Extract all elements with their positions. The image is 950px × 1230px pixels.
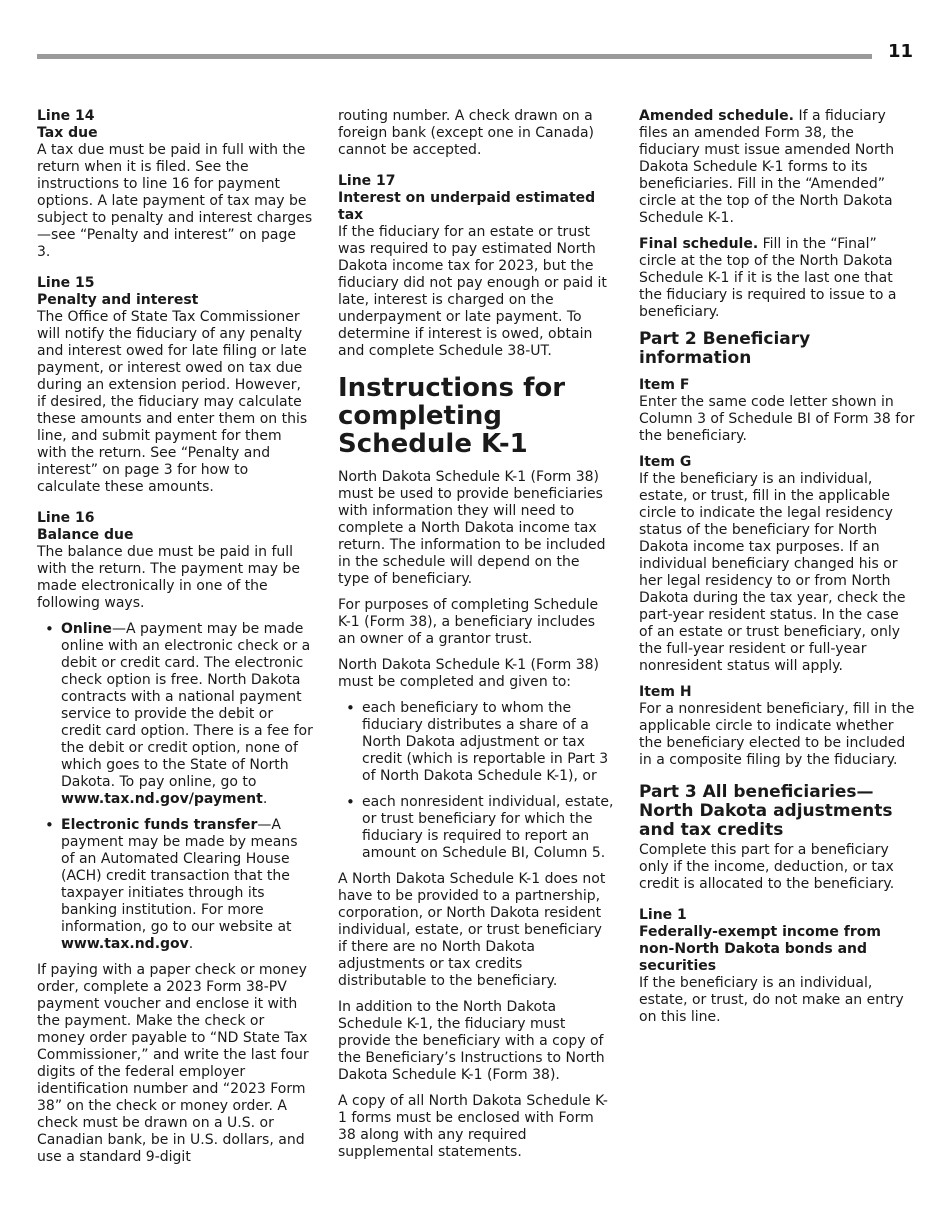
paragraph: A copy of all North Dakota Schedule K-1 forms must be enclosed with Form 38 along with any required supplemental statements. (338, 1093, 608, 1160)
item-g-label: Item G (639, 454, 692, 470)
amended-text: If a fiduciary files an amended Form 38, the fiduciary must issue amended North Dakota Schedule K-1 forms to its beneficiaries. Fill in the “Amended” circle at the top of the North Dakota Schedule K-1. (639, 108, 895, 226)
final-label: Final schedule. (639, 236, 759, 252)
line-15-text: The Office of State Tax Commissioner will notify the fiduciary of any penalty and interest owed for late filing or late payment, or interest owed on tax due during an extension period. However, if desired, the fiduciary may calculate these amounts and enter them on this line, and submit payment for them with the return. See “Penalty and interest” on page 3 for how to calculate these amounts. (37, 309, 308, 495)
line-15-label: Line 15 (37, 275, 95, 291)
paper-check-text: If paying with a paper check or money order, complete a 2023 Form 38-PV payment voucher and enclose it with the payment. Make the check or money order payable to “ND State Tax Commissioner,” and write the last four digits of the federal employer identification number and “2023 Form 38” on the check or money order. A check must be drawn on a U.S. or Canadian bank, be in U.S. dollars, and use a standard 9-digit (37, 962, 309, 1165)
item-h-text: For a nonresident beneficiary, fill in the applicable circle to indicate whether the beneficiary elected to be included in a composite filing by the fiduciary. (639, 701, 915, 768)
header-rule (37, 54, 872, 59)
eft-end: . (188, 936, 194, 952)
line-16-title: Balance due (37, 527, 134, 543)
part-2-heading: Part 2 Beneficiary information (639, 329, 811, 368)
eft-label: Electronic funds transfer (61, 817, 258, 833)
list-item (61, 621, 313, 808)
line-15-title: Penalty and interest (37, 292, 199, 308)
online-text: —A payment may be made online with an electronic check or a debit or credit card. The electronic check option is free. North Dakota contracts with a national payment service to provide the debit or credit card option. There is a fee for the debit or credit option, none of which goes to the State of North Dakota. To pay online, go to (61, 621, 313, 790)
online-end: . (262, 791, 268, 807)
paragraph: A North Dakota Schedule K-1 does not have to be provided to a partnership, corporation, or North Dakota resident individual, estate, or trust beneficiary if there are no North Dakota adjustments or tax credits distributable to the beneficiary. (338, 871, 606, 989)
line-14-section (37, 108, 313, 261)
eft-text: —A payment may be made by means of an Automated Clearing House (ACH) credit transaction that the taxpayer initiates through its banking institution. For more information, go to our website at (61, 817, 298, 935)
list-item: • each nonresident individual, estate, or trust beneficiary for which the fiduciary is required to report an amount on Schedule BI, Column 5. (362, 794, 614, 862)
part-3-text: Complete this part for a beneficiary only if the income, deduction, or tax credit is allocated to the beneficiary. (639, 842, 895, 892)
item-g-text: If the beneficiary is an individual, estate, or trust, fill in the applicable circle to indicate the legal residency status of the beneficiary for North Dakota income tax purposes. If an individual beneficiary changed his or her legal residency to or from North Dakota during the tax year, check the part-year resident status. In the case of an estate or trust beneficiary, only the full-year resident or full-year nonresident status will apply. (639, 471, 906, 674)
paragraph: North Dakota Schedule K-1 (Form 38) must be used to provide beneficiaries with information they will need to complete a North Dakota income tax return. The information to be included in the schedule will depend on the type of beneficiary. (338, 469, 606, 587)
line-1-title: Federally-exempt income from non-North Dakota bonds and securities (639, 924, 881, 974)
paragraph: In addition to the North Dakota Schedule K-1, the fiduciary must provide the beneficiary with a copy of the Beneficiary’s Instructions to North Dakota Schedule K-1 (Form 38). (338, 999, 605, 1083)
item-g-section (639, 454, 915, 675)
payment-link[interactable]: www.tax.nd.gov/payment (61, 791, 263, 807)
item-h-label: Item H (639, 684, 692, 700)
list-item: • each beneficiary to whom the fiduciary distributes a share of a North Dakota adjustment or tax credit (which is reportable in Part 3 of North Dakota Schedule K-1), or (362, 700, 614, 785)
item-h-section (639, 684, 915, 769)
part-3-heading: Part 3 All beneficiaries— North Dakota adjustments and tax credits (639, 782, 893, 840)
amended-schedule-paragraph (639, 108, 915, 227)
website-link[interactable]: www.tax.nd.gov (61, 936, 189, 952)
line-16-section (37, 510, 313, 1166)
line-15-section (37, 275, 313, 496)
line-1-text: If the beneficiary is an individual, estate, or trust, do not make an entry on this line. (639, 975, 904, 1025)
line-16-text: The balance due must be paid in full with the return. The payment may be made electronically in one of the following ways. (37, 544, 301, 611)
line-16-label: Line 16 (37, 510, 95, 526)
line-1-label: Line 1 (639, 907, 687, 923)
line-17-section (338, 173, 614, 360)
column-1 (37, 108, 313, 1175)
line-1-section (639, 907, 915, 1026)
online-label: Online (61, 621, 112, 637)
line-14-title: Tax due (37, 125, 98, 141)
final-text: Fill in the “Final” circle at the top of the North Dakota Schedule K-1 if it is the last one that the fiduciary is required to issue to a beneficiary. (639, 236, 897, 320)
paragraph: North Dakota Schedule K-1 (Form 38) must be completed and given to: (338, 657, 600, 690)
recipients-list (338, 700, 614, 862)
line-17-title: Interest on underpaid estimated tax (338, 190, 596, 223)
column-3 (639, 108, 915, 1026)
continued-text: routing number. A check drawn on a foreign bank (except one in Canada) cannot be accepted. (338, 108, 595, 158)
page-number: 11 (888, 41, 914, 62)
list-item (61, 817, 313, 953)
amended-label: Amended schedule. (639, 108, 794, 124)
line-17-label: Line 17 (338, 173, 396, 189)
section-heading: Instructions for completing Schedule K-1 (338, 373, 566, 459)
column-2 (338, 108, 614, 1170)
item-f-section (639, 377, 915, 445)
item-f-label: Item F (639, 377, 690, 393)
final-schedule-paragraph (639, 236, 915, 321)
line-17-text: If the fiduciary for an estate or trust was required to pay estimated North Dakota income tax for 2023, but the fiduciary did not pay enough or paid it late, interest is charged on the underpayment or late payment. To determine if interest is owed, obtain and complete Schedule 38-UT. (338, 224, 607, 359)
line-14-label: Line 14 (37, 108, 95, 124)
line-14-text: A tax due must be paid in full with the return when it is filed. See the instructions to line 16 for payment options. A late payment of tax may be subject to penalty and interest charges—see “Penalty and interest” on page 3. (37, 142, 313, 260)
item-f-text: Enter the same code letter shown in Column 3 of Schedule BI of Form 38 for the beneficiary. (639, 394, 915, 444)
paragraph: For purposes of completing Schedule K-1 (Form 38), a beneficiary includes an owner of a grantor trust. (338, 597, 599, 647)
payment-options-list (37, 621, 313, 953)
